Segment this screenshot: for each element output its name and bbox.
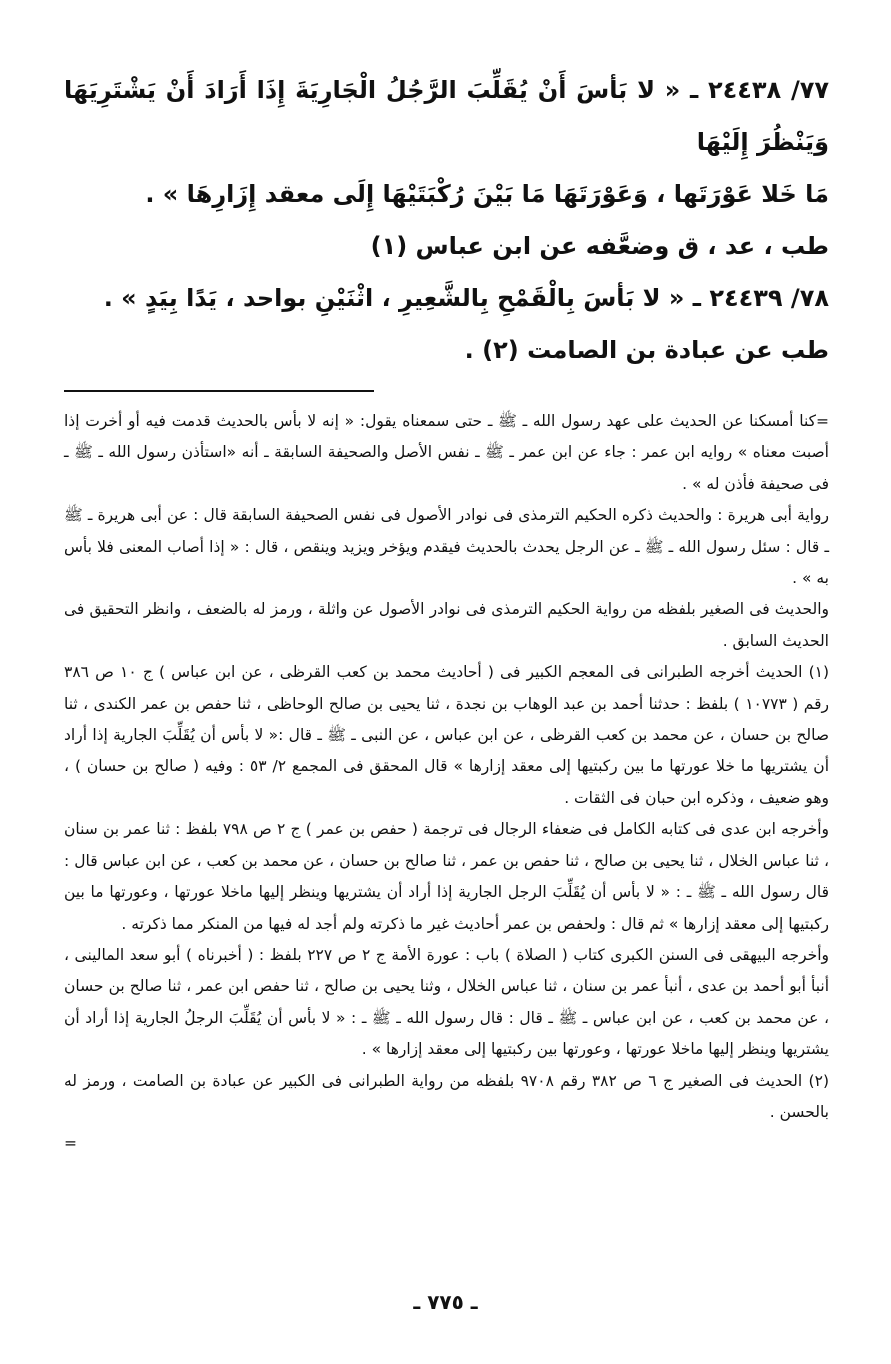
hadith-77-source: طب ، عد ، ق وضعَّفه عن ابن عباس (١) [370,232,829,260]
footnote-separator [64,390,374,392]
page-number: ـ ٧٧٥ ـ [413,1290,478,1314]
hadith-77-line-2: مَا خَلا عَوْرَتَها ، وَعَوْرَتَهَا مَا بَيْنَ رُكْبَتَيْهَا إِلَى معقد إِزَارِهَا » . [145,180,829,208]
continuation-mark: = [64,1134,77,1153]
footnote-continued-paragraph-1: =كنا أمسكنا عن الحديث على عهد رسول الله ـ ﷺ ـ حتى سمعناه يقول: « إنه لا بأس بالحديث قدمت فيه أو أخرت إذا أصبت معناه » روايه ابن عمر : جاء عن ابن عمر ـ ﷺ ـ نفس الأصل والصحيفة السابقة ـ أنه «استأذن رسول الله ـ ﷺ ـ فى صحيفة فأذن له » . [64,412,829,493]
hadith-section [64,64,829,376]
footnote-2: (٢) الحديث فى الصغير ج ٦ ص ٣٨٢ رقم ٩٧٠٨ بلفظه من رواية الطبرانى فى الكبير عن عبادة بن الصامت ، ورمز له بالحسن . [64,1071,829,1121]
footnote-1-paragraph-2: وأخرجه ابن عدى فى كتابه الكامل فى ضعفاء الرجال فى ترجمة ( حفص بن عمر ) ج ٢ ص ٧٩٨ بلفظ : ثنا عمر بن سنان ، ثنا عباس الخلال ، ثنا يحيى بن صالح ، ثنا حفص بن عمر ، ثنا صالح بن حسان ، عن محمد بن كعب ، عن ابن عباس قال : قال رسول الله ـ ﷺ ـ : « لا بأس أن يُقَلِّبَ الرجل الجارية إذا أراد أن يشتريها وينظر إليها ماخلا عورتها ، وعورتها ما بين ركبتيها إلى معقد إزارها » ثم قال : ولحفص بن عمر أحاديث غير ما ذكرته ولم أجد له فيها من المنكر مما ذكرته . [64,820,829,933]
footnote-1-paragraph-3: وأخرجه البيهقى فى السنن الكبرى كتاب ( الصلاة ) باب : عورة الأمة ج ٢ ص ٢٢٧ بلفظ : ( أخبرناه ) أبو سعد المالينى ، أنبأ أبو أحمد بن عدى ، أنبأ عمر بن سنان ، ثنا عباس الخلال ، وثنا يحيى بن صالح ، ثنا حفص ابن عمر ، ثنا صالح بن حسان ، عن محمد بن كعب ، عن ابن عباس ـ ﷺ ـ قال : قال رسول الله ـ ﷺ ـ : « لا بأس أن يُقَلِّبَ الرجلُ الجارية إذا أراد أن يشتريها وينظر إليها ماخلا عورتها ، وعورتها بين ركبتيها إلى معقد إزارها » . [64,945,830,1059]
footnote-separator-wrap [64,376,829,406]
hadith-77-line-1: ٧٧/ ٢٤٤٣٨ ـ « لا بَأسَ أَنْ يُقَلِّبَ الرَّجُلُ الْجَارِيَةَ إِذَا أَرَادَ أَنْ يَشْتَرِيَهَا وَيَنْظُرَ إِلَيْهَا [64,76,830,156]
footnote-1-paragraph-1: (١) الحديث أخرجه الطبرانى فى المعجم الكبير فى ( أحاديث محمد بن كعب القرظى ، عن ابن عباس ) ج ١٠ ص ٣٨٦ رقم ( ١٠٧٧٣ ) بلفظ : حدثنا أحمد بن عبد الوهاب بن نجدة ، ثنا يحيى بن صالح الوحاظى ، ثنا حفص بن عمر الكندى ، ثنا صالح بن حسان ، عن محمد بن كعب القرظى ، عن ابن عباس ، عن النبى ـ ﷺ ـ قال :« لا بأس أن يُقَلِّبَ الجارية إذا أراد أن يشتريها ما خلا عورتها ما بين ركبتيها إلى معقد إزارها » قال المحقق فى المجمع ٢/ ٥٣ : وفيه ( صالح بن حسان ) ، وهو ضعيف ، وذكره ابن حبان فى الثقات . [64,663,830,807]
hadith-78-source: طب عن عبادة بن الصامت (٢) . [464,336,829,364]
hadith-78-line-1: ٧٨/ ٢٤٤٣٩ ـ « لا بَأسَ بِالْقَمْحِ بِالشَّعِيرِ ، اثْنَيْنِ بواحد ، يَدًا بِيَدٍ » . [103,284,829,312]
footnote-continued-paragraph-2: رواية أبى هريرة : والحديث ذكره الحكيم الترمذى فى نوادر الأصول فى نفس الصحيفة السابقة قال : عن أبى هريرة ـ ﷺ ـ قال : سئل رسول الله ـ ﷺ ـ عن الرجل يحدث بالحديث فيقدم ويؤخر ويزيد وينقص ، قال : « إذا أصاب المعنى فلا بأس به » . [64,506,829,588]
footnotes-section [64,406,829,1160]
footnote-continued-paragraph-3: والحديث فى الصغير بلفظه من رواية الحكيم الترمذى فى نوادر الأصول عن واثلة ، ورمز له بالضعف ، وانظر التحقيق فى الحديث السابق . [64,600,829,650]
